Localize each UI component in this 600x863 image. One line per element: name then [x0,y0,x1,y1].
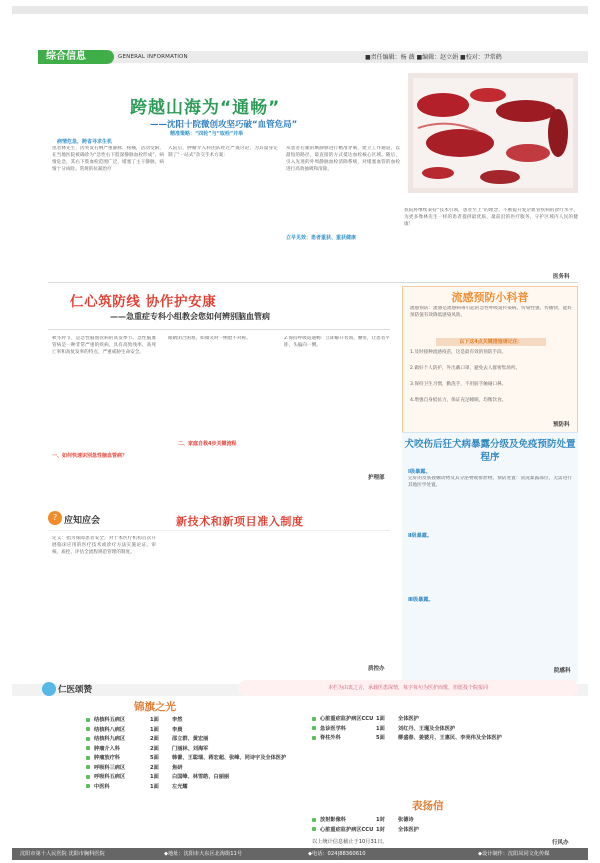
honor-row [86,734,208,743]
honor-count: 1面 [150,783,159,790]
honor-unit: 结核科五病区 [94,717,126,723]
rabies-signoff: 院感科 [554,668,571,674]
flu-tip-3: 3.保持卫生习惯，勤洗手，不用脏手触碰口鼻。 [410,382,507,387]
honor-row [312,714,419,723]
bullet-icon [86,746,90,750]
article1-heading1: 病情危急，跨省寻求生机 [57,139,113,145]
honor-unit: 脊柱外科 [320,735,341,741]
article1-side-text: 我院将继续秉持“技术引领，患者至上”的理念，不断提升复杂血管疾病的诊疗水平，为更多像林先生一样的患者提供最优质、最前沿的医疗服务，守护区域内人民的健康！ [404,208,578,227]
honor-count: 1面 [376,725,385,732]
honor-row [86,772,229,781]
honor-count: 5面 [150,755,159,761]
bullet-icon [86,756,90,760]
honor-count: 1封 [376,826,385,833]
honor-names: 李然 [172,717,183,723]
honor-names: 全体医护 [398,716,419,722]
honor-row [86,715,182,724]
article1-subtitle: ——沈阳十院微创攻坚巧破“血管危局” [150,120,298,130]
honor-row [312,825,419,834]
article2-text1: 秋冬时节，是急性脑血管病的高发季节。急性脑血管病是一种非常严重的疾病，具有高致残率、高死亡率和高复发率的特点，严重威胁生命安全。 [52,336,156,355]
honor-names: 焦研 [172,764,183,771]
rabies-level2: Ⅱ级暴露。 [408,533,433,539]
letter-title: 表扬信 [412,800,444,812]
newtech-text: 定义：指为保障患者安全，对于本医疗机构首次开展临床应用的医疗技术或诊疗方法实施论证、审核、质控、评估全流程规范管理的制度。 [52,536,156,555]
rabies-text: 完好的皮肤接触动物及其分泌物或排泄物。预防处置：清洗暴露部位，无需进行其他医学处置。 [408,476,572,488]
banner-title: 锦旗之光 [134,701,176,713]
honor-count: 1封 [376,817,385,823]
honor-names: 白国峰、林雪皓、白丽丽 [172,774,230,780]
honor-row [312,733,502,742]
honor-unit: 肿瘤放疗科 [94,755,120,761]
bullet-icon [86,775,90,779]
honor-unit: 呼吸科三病区 [94,764,126,771]
honor-count: 1面 [150,774,159,780]
honor-unit: 心脏重症监护病区CCU [320,826,374,833]
flu-title: 流感预防小科普 [451,291,529,304]
heart-icon [42,682,56,696]
article2-title: 仁心筑防线 协作护安康 [70,294,217,310]
honor-count: 2面 [150,745,159,752]
article1-lead-text: 患者林先生，因突发右侧严重静脉、疼痛，活动受限，在当地医院被确诊为“急性右下肢深静脉血栓形成”，病情危急，其右下肢血栓范围广泛，堵塞了主干静脉，病情十分凶险。常规的抗凝治疗 [52,146,164,172]
article1-title: 跨越山海为“通畅” [130,98,281,118]
footer-design: ◆设计制作：沈阳凤同文化传媒 [478,851,550,857]
flu-signoff: 预防科 [553,422,570,428]
honor-count: 1面 [150,726,159,733]
honor-row [86,725,182,734]
article1-photo [408,73,578,193]
honors-date: 以上统计信息截止于10月31日。 [312,839,388,845]
flu-tips-head: 以下这4点关键措施请记住： [436,338,546,346]
article2-heading2: 二、家庭自救4步关键流程 [178,441,237,447]
section-title-en: GENERAL INFORMATION [118,54,188,60]
bullet-icon [312,717,316,721]
footer-phone: ◆电话：024|88360610 [308,851,366,857]
qa-column-title: 应知应会 [64,516,101,526]
honor-count: 1面 [376,716,385,722]
bullet-icon [86,765,90,769]
honor-unit: 结核科八病区 [94,726,126,733]
bullet-icon [312,726,316,730]
honors-signoff: 行风办 [552,840,569,846]
footer-hospital: 沈阳市第十人民医院 沈阳市胸科医院 [20,851,105,857]
honor-unit: 肿瘤介入科 [94,745,120,752]
honor-count: 1面 [150,717,159,723]
bullet-icon [86,718,90,722]
honor-count: 2面 [150,736,159,742]
bullet-icon [312,818,316,822]
editor-credits: ■责任编辑：杨 薇 ■编辑：赵立娟 ■校对：尹常鹤 [365,54,502,61]
bullet-icon [86,727,90,731]
section-title: 综合信息 [38,50,114,64]
article2-heading1: 一、如何快速识别急性脑血管病？ [52,453,128,459]
article1-signoff: 医务科 [553,274,570,280]
honor-unit: 放射影像科 [320,817,346,823]
honor-unit: 中医科 [94,783,110,790]
honor-unit: 急诊医学科 [320,725,346,732]
honor-unit: 结核科九病区 [94,736,126,742]
article1-right-text: 从患者右腿的顺静脉进行精准穿刺，建立工作通道，以最短的路径，最直接的方式抵达血栓核心区域。随后，引入先进的外周静脉血栓清除系统，对堵塞血管的血栓进行高效抽吸和清除。 [286,146,400,172]
honor-names: 刘红丹、王瑾及全体医护 [398,725,456,732]
flu-tip-2: 2.做好个人防护，外出戴口罩，避免去人群密集场所。 [410,366,521,371]
flu-tip-4: 4.增强自身抵抗力，保证充足睡眠，均衡饮食。 [410,398,507,403]
honor-unit: 呼吸科五病区 [94,774,126,780]
bullet-icon [86,784,90,788]
honor-names: 韩蕾、王聪瑞、蒋宏超、张峰、同诗宇及全体医护 [172,755,287,761]
honor-count: 2面 [150,764,159,771]
honor-names: 全体医护 [398,826,419,833]
top-band [12,6,588,14]
article2-signoff: 护理部 [368,475,385,481]
blood-clot-photo-icon [408,73,578,193]
honor-unit: 心脏重症监护病区CCU [320,716,374,722]
footer-address: ◆地址：沈阳市大东区北海街11号 [164,851,243,857]
footer [12,848,588,860]
article2-subtitle: ——急重症专科小组教会您如何辨别脑血管病 [110,312,270,321]
qa-icon: ? [48,511,62,525]
honor-names: 李晨 [172,726,183,733]
newtech-title: 新技术和新项目准入制度 [176,515,304,528]
honor-row [86,744,208,753]
honor-names: 门丽林、刘海军 [172,745,209,752]
newtech-signoff: 质控办 [368,666,385,672]
rabies-title: 犬咬伤后狂犬病暴露分级及免疫预防处置程序 [404,439,576,463]
honor-row [86,763,182,772]
honor-count: 5面 [376,735,385,741]
bullet-icon [312,827,316,831]
honor-row [312,724,455,733]
flu-tip-1: 1.及时接种流感疫苗，这是最有效的预防手段。 [410,350,507,355]
honor-row [312,815,414,824]
honor-row [86,753,286,762]
divider [48,530,390,531]
honors-column-title: 仁医颂赞 [58,685,93,695]
article1-heading2: 精准策略：“四轮”与“取栓”并举 [170,131,244,137]
bullet-icon [312,736,316,740]
divider [48,282,578,283]
article2-text3: 2.保持呼吸道通畅：立即解开衣领、腰带，让患者平卧，头偏向一侧。 [284,336,390,348]
rabies-level1: Ⅰ级暴露。 [408,469,431,475]
bullet-icon [86,737,90,741]
honor-row [86,782,188,791]
article1-mid-text: 入院后，肿瘤介入科团队经过严谨讨论，为其量身定制了“一站式”杂交手术方案： [168,146,278,158]
honor-names: 柳盛春、姜婆月、王惠民、李亮伟及全体医护 [398,735,502,741]
rabies-level3: Ⅲ级暴露。 [408,597,434,603]
honors-slogan: 本栏为由衷之言，承载医患深情，每字每句为医护而歌，但愿投个院报同 [238,680,578,696]
divider [48,329,390,330]
honor-names: 张德诗 [398,817,414,823]
flu-intro: 流感预防：流感是流感病毒引起的急性呼吸道传染病。传染性强，传播快，能好预防值有效降低感染风险。 [410,306,572,318]
article2-text2: 眼睛闭合困难、如微笑时一侧脸不对称。 [168,336,251,341]
honor-names: 左光耀 [172,783,188,790]
honor-names: 邵立群、黄宏丽 [172,736,209,742]
article1-heading3: 立早见效：患者重获、重获健康 [286,235,357,241]
